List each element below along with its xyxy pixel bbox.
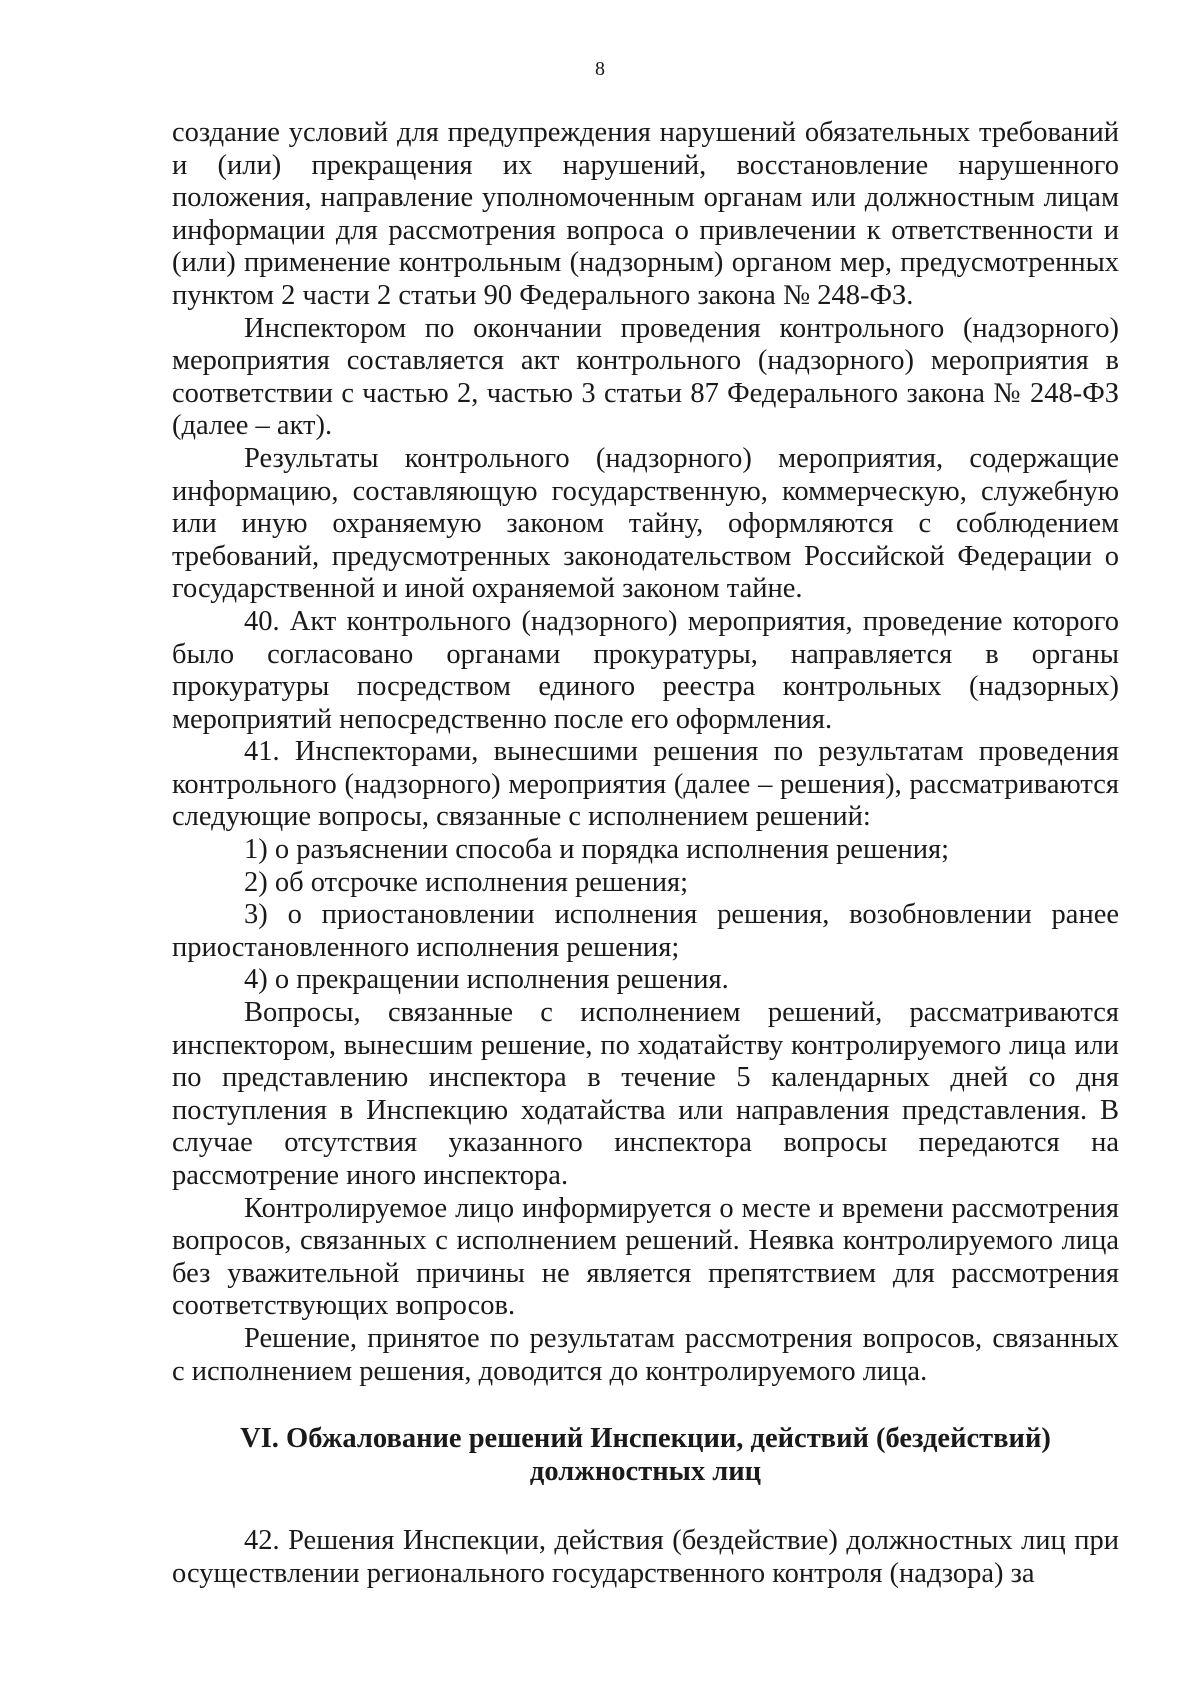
paragraph: 1) о разъяснении способа и порядка исполнения решения;	[244, 834, 950, 866]
paragraph: Контролируемое лицо информируется о месте и времени рассмотрения вопросов, связанных с исполнением решений. Неявка контролируемого лица без уважительной причины не является препятствием для рассмотрения соответствующих вопросов.	[172, 1192, 1119, 1322]
paragraph: 41. Инспекторами, вынесшими решения по результатам проведения контрольного (надзорного) мероприятия (далее – решения), рассматриваются следующие вопросы, связанные с исполнением решений:	[172, 736, 1119, 833]
paragraph: Вопросы, связанные с исполнением решений, рассматриваются инспектором, вынесшим решение, по ходатайству контролируемого лица или по представлению инспектора в течение 5 календарных дней со дня поступления в Инспекцию ходатайства или направления представления. В случае отсутствия указанного инспектора вопросы передаются на рассмотрение иного инспектора.	[172, 997, 1119, 1191]
paragraph: создание условий для предупреждения нарушений обязательных требований и (или) прекращения их нарушений, восстановление нарушенного положения, направление уполномоченным органам или должностным лицам информации для рассмотрения вопроса о привлечении к ответственности и (или) применение контрольным (надзорным) органом мер, предусмотренных пунктом 2 части 2 статьи 90 Федерального закона № 248-ФЗ.	[172, 117, 1119, 311]
paragraph: Решение, принятое по результатам рассмотрения вопросов, связанных с исполнением решения, доводится до контролируемого лица.	[172, 1322, 1119, 1387]
section-heading-line-1: VI. Обжалование решений Инспекции, действий (бездействий)	[240, 1423, 1051, 1455]
document-body	[172, 117, 1119, 1590]
page-number: 8	[595, 58, 605, 80]
paragraph: 42. Решения Инспекции, действия (бездействие) должностных лиц при осуществлении регионального государственного контроля (надзора) за	[172, 1525, 1119, 1589]
paragraph: 4) о прекращении исполнения решения.	[244, 964, 729, 996]
section-heading-line-2: должностных лиц	[529, 1456, 762, 1488]
paragraph: Результаты контрольного (надзорного) мероприятия, содержащие информацию, составляющую государственную, коммерческую, служебную или иную охраняемую законом тайну, оформляются с соблюдением требований, предусмотренных законодательством Российской Федерации о государственной и иной охраняемой законом тайне.	[172, 442, 1119, 605]
paragraphs-before-section	[172, 117, 1119, 1388]
section-heading	[172, 1422, 1119, 1488]
paragraph: Инспектором по окончании проведения контрольного (надзорного) мероприятия составляется акт контрольного (надзорного) мероприятия в соответствии с частью 2, частью 3 статьи 87 Федерального закона № 248-ФЗ (далее – акт).	[172, 312, 1119, 442]
paragraph: 40. Акт контрольного (надзорного) мероприятия, проведение которого было согласовано органами прокуратуры, направляется в органы прокуратуры посредством единого реестра контрольных (надзорных) мероприятий непосредственно после его оформления.	[172, 605, 1119, 735]
paragraphs-after-section	[172, 1525, 1119, 1590]
paragraph: 2) об отсрочке исполнения решения;	[244, 866, 688, 898]
paragraph: 3) о приостановлении исполнения решения, возобновлении ранее приостановленного исполнения решения;	[172, 899, 1119, 963]
